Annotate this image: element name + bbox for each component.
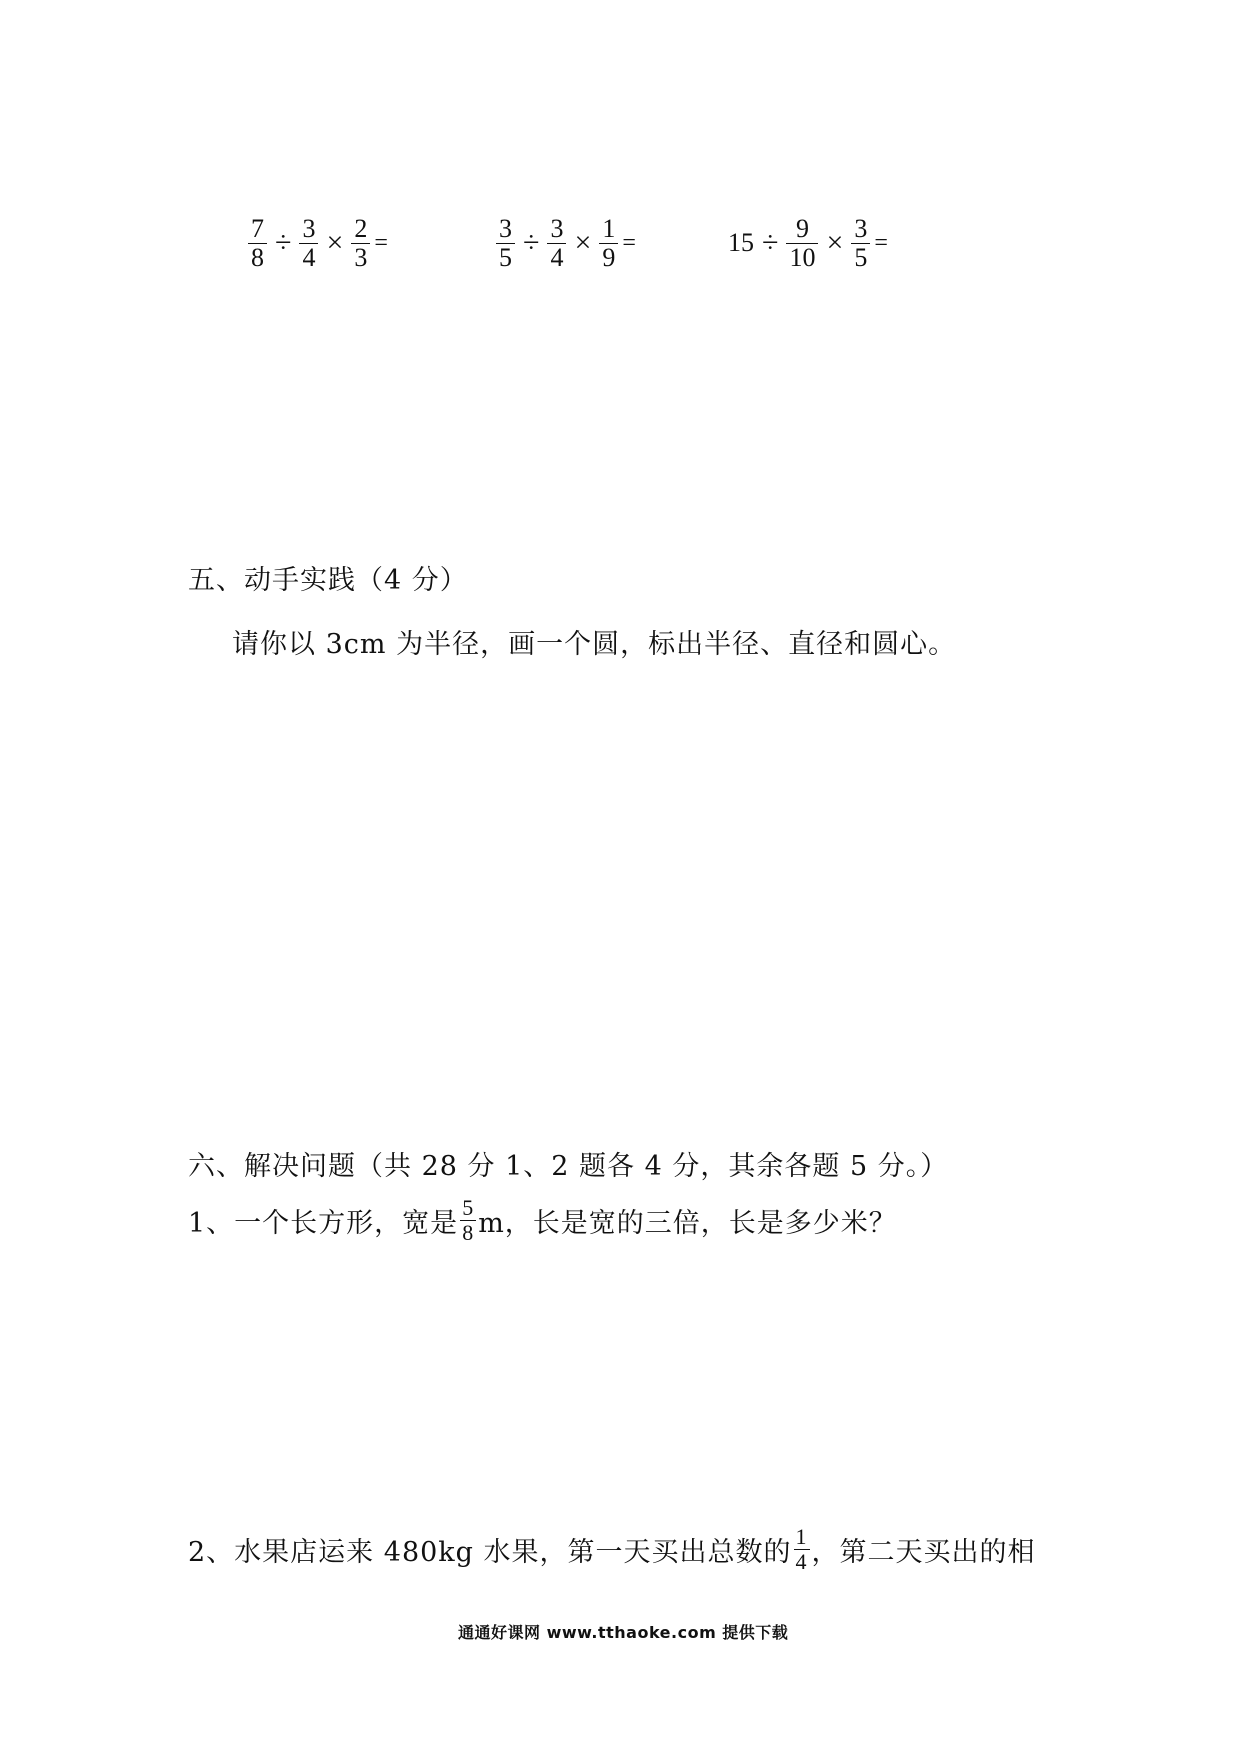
fraction-numerator: 7 bbox=[251, 213, 264, 243]
fraction bbox=[299, 215, 318, 272]
equals-sign: = bbox=[622, 230, 636, 256]
fraction-denominator: 5 bbox=[854, 242, 868, 272]
fraction-denominator: 9 bbox=[602, 242, 616, 272]
fraction-numerator: 3 bbox=[302, 213, 316, 243]
question-1-text-after: m，长是宽的三倍，长是多少米？ bbox=[478, 1208, 897, 1239]
question-2-fraction bbox=[794, 1525, 810, 1574]
fraction-numerator: 1 bbox=[795, 1524, 808, 1549]
question-1 bbox=[188, 1196, 897, 1245]
divide-sign: ÷ bbox=[523, 226, 540, 259]
fraction-numerator: 3 bbox=[854, 213, 868, 243]
fraction-numerator: 2 bbox=[354, 213, 368, 243]
question-2-text-after: ，第二天买出的相 bbox=[811, 1537, 1036, 1568]
fraction bbox=[851, 215, 870, 272]
fraction-numerator: 5 bbox=[462, 1195, 475, 1220]
fraction-numerator: 3 bbox=[550, 213, 564, 243]
fraction bbox=[786, 215, 818, 272]
fraction-numerator: 1 bbox=[602, 213, 616, 243]
fraction-denominator: 3 bbox=[354, 242, 368, 272]
expression-3 bbox=[728, 208, 890, 278]
question-1-text-before: 1、一个长方形，宽是 bbox=[188, 1208, 459, 1239]
expression-1 bbox=[246, 208, 390, 278]
fraction bbox=[496, 215, 515, 272]
divide-sign: ÷ bbox=[762, 226, 779, 259]
section-5-body: 请你以 3cm 为半径，画一个圆，标出半径、直径和圆心。 bbox=[232, 629, 957, 660]
divide-sign: ÷ bbox=[275, 226, 292, 259]
question-2-text-before: 2、水果店运来 480kg 水果，第一天买出总数的 bbox=[188, 1537, 792, 1568]
fraction bbox=[599, 215, 618, 272]
fraction-denominator: 8 bbox=[251, 242, 264, 272]
equals-sign: = bbox=[874, 230, 888, 256]
fraction-denominator: 10 bbox=[789, 242, 816, 272]
fraction-denominator: 4 bbox=[550, 242, 564, 272]
expression-2 bbox=[494, 208, 638, 278]
section-6-title: 六、解决问题（共 28 分 1、2 题各 4 分，其余各题 5 分。） bbox=[188, 1151, 949, 1182]
question-2 bbox=[188, 1525, 1036, 1574]
multiply-sign: × bbox=[826, 226, 844, 259]
page-footer: 通通好课网 www.tthaoke.com 提供下载 bbox=[458, 1623, 789, 1642]
fraction-denominator: 8 bbox=[462, 1220, 475, 1245]
fraction bbox=[547, 215, 566, 272]
multiply-sign: × bbox=[326, 226, 344, 259]
fraction-denominator: 4 bbox=[795, 1549, 808, 1574]
fraction bbox=[248, 215, 267, 272]
fraction-denominator: 5 bbox=[499, 242, 512, 272]
equals-sign: = bbox=[374, 230, 388, 256]
question-1-fraction bbox=[460, 1196, 476, 1245]
fraction-denominator: 4 bbox=[302, 242, 316, 272]
section-5-title: 五、动手实践（4 分） bbox=[188, 565, 468, 596]
multiply-sign: × bbox=[574, 226, 592, 259]
fraction-numerator: 9 bbox=[795, 213, 809, 243]
fraction-numerator: 3 bbox=[499, 213, 512, 243]
fraction bbox=[351, 215, 370, 272]
whole-number: 15 bbox=[728, 228, 754, 257]
